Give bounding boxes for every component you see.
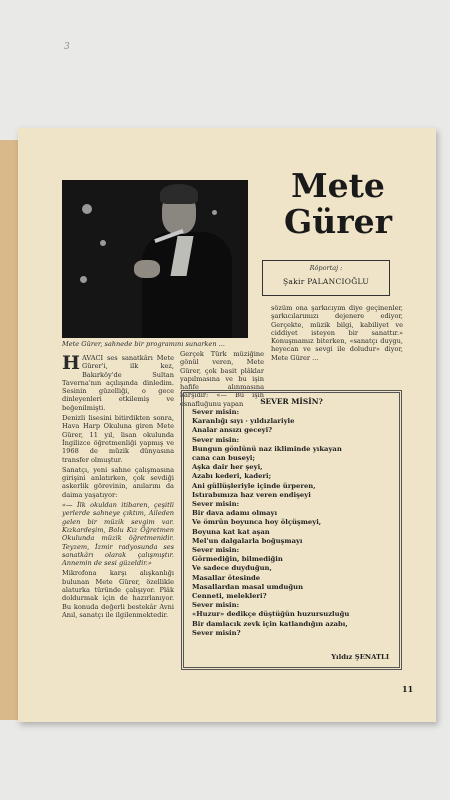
- magazine-page: [18, 128, 436, 722]
- drop-cap: H: [62, 352, 80, 374]
- poem-line: Ve ömrün boyunca hoy ölçüşmeyi,: [192, 518, 322, 527]
- poem-line: Karanlığı sıyı · yıldızlariyle: [192, 417, 295, 426]
- byline-name: Şakir PALANCIOĞLU: [282, 277, 370, 286]
- title-line-1: Mete: [291, 166, 385, 205]
- poem-line: Masallardan masal umduğun: [192, 582, 304, 591]
- title-line-2: Gürer: [284, 202, 392, 241]
- paragraph-3: Sanatçı, yeni sahne çalışmasına girişini anlatırken, çok sevdiği askerlik görevinin, anılarını da daima yaşatıyor:: [62, 465, 174, 499]
- photo-caption: Mete Gürer, sahnede bir programını sunarken ...: [62, 340, 225, 348]
- poem-line: Bungun gönlünü naz ikliminde yıkayan: [192, 444, 342, 453]
- poem-box: [181, 390, 402, 670]
- byline-label: Röportaj :: [309, 264, 343, 272]
- poem-line: Sever misin:: [192, 601, 240, 610]
- poem-line: Analar ansızı geceyi?: [192, 426, 273, 435]
- paragraph-5: Mikrofona karşı alışkanlığı bulunan Mete Gürer, özellikle alaturka türünde çalışıyor. Plâk doldurmak için de hazırlanıyor. Bu konuda değerli bestekâr Avni Anıl, sanatçı ile ilgilenmektedir.: [62, 569, 174, 619]
- poem-line: Azabı kederi, kaderi;: [192, 472, 272, 481]
- poem-line: Sever misin:: [192, 408, 240, 416]
- right-column-text: sözüm ona şarkıcıyım diye geçinenler, şarkıcılarımızı dejenere ediyor, Gerçekte, müzik bilgi, kabiliyet ve ciddiyet isteyen bir sanattır.» Konuşmamız biterken, «sanatçı duygu, heyecan ve sevgi ile doludur» diyor, Mete Gürer ...: [271, 304, 403, 362]
- poem-line: Mel'un dalgalarla boğuşmayı: [192, 536, 303, 545]
- poem-line: cana can buseyi;: [192, 454, 255, 463]
- poem-line: Sever misin:: [192, 546, 240, 555]
- poem-line: Bir dava adamı olmayı: [192, 509, 278, 518]
- left-column: [62, 354, 174, 621]
- poem-line: Istırabımıza haz veren endişeyi: [192, 490, 311, 499]
- poem-line: Sever misin:: [192, 500, 240, 509]
- article-title: [268, 168, 408, 240]
- poem-line: Ani güllüşleriyle içinde ürperen,: [192, 481, 316, 490]
- poem-line: Ve sadece duyduğun,: [192, 564, 272, 573]
- poem-line: Görmediğin, bilmediğin: [192, 555, 283, 564]
- poem-line: Aşka dair her şeyi,: [192, 463, 263, 472]
- paragraph-2: Denizli lisesini bitirdikten sonra, Hava Harp Okuluna giren Mete Gürer, 11 yıl, lisan okulunda İngilizce öğretmenliği yapmış ve 1968 de müzik dünyasına transfer olmuştur.: [62, 414, 174, 464]
- poem-line: «Huzur» dedikçe düştüğün huzursuzluğu: [192, 610, 350, 619]
- paragraph-4: «— İlk okuldan itibaren, çeşitli yerlerde sahneye çıktım, Aileden gelen bir müzik sevgim var. Kızkardeşim, Bolu Kız Öğretmen Okulunda müzik öğretmenidir. Teyzem, İzmir radyosunda ses sanatkârı olarak çalışmıştır. Annemin de sesi güzeldir.»: [62, 501, 174, 568]
- poem-line: Masallar ötesinde: [192, 573, 261, 582]
- middle-column-text: Gerçek Türk müziğine gönül veren, Mete Gürer, çok basit plâklar yapılmasına ve bu işin hafife alınmasına karşıdır: «— Bu işin esnafluğunu yapan: [180, 350, 264, 408]
- paragraph-1: AVACI ses sanatkârı Mete Gürer'i, ilk kez, Bakırköy'de Sultan Taverna'nın açılışında dinledim. Sesinin güzelliği, o gece dinleyenleri etkilemiş ve beğenilmişti.: [62, 354, 174, 412]
- pencil-mark: 3: [64, 42, 70, 52]
- byline-box: [262, 260, 390, 296]
- poem-title: SEVER MİSİN?: [260, 397, 323, 406]
- performer-photo: [62, 180, 248, 338]
- poem-line: Bir damlacık zevk için katlandığın azabı,: [192, 619, 348, 628]
- poem-line: Boyuna kat kat aşan: [192, 527, 270, 536]
- poem-line: Sever misin?: [192, 628, 241, 637]
- poem-lines: [192, 408, 391, 638]
- poem-line: Sever misin:: [192, 435, 240, 444]
- poem-author: Yıldız ŞENATLI: [331, 653, 389, 661]
- poem-line: Cenneti, melekleri?: [192, 592, 267, 601]
- page-number: 11: [402, 684, 414, 694]
